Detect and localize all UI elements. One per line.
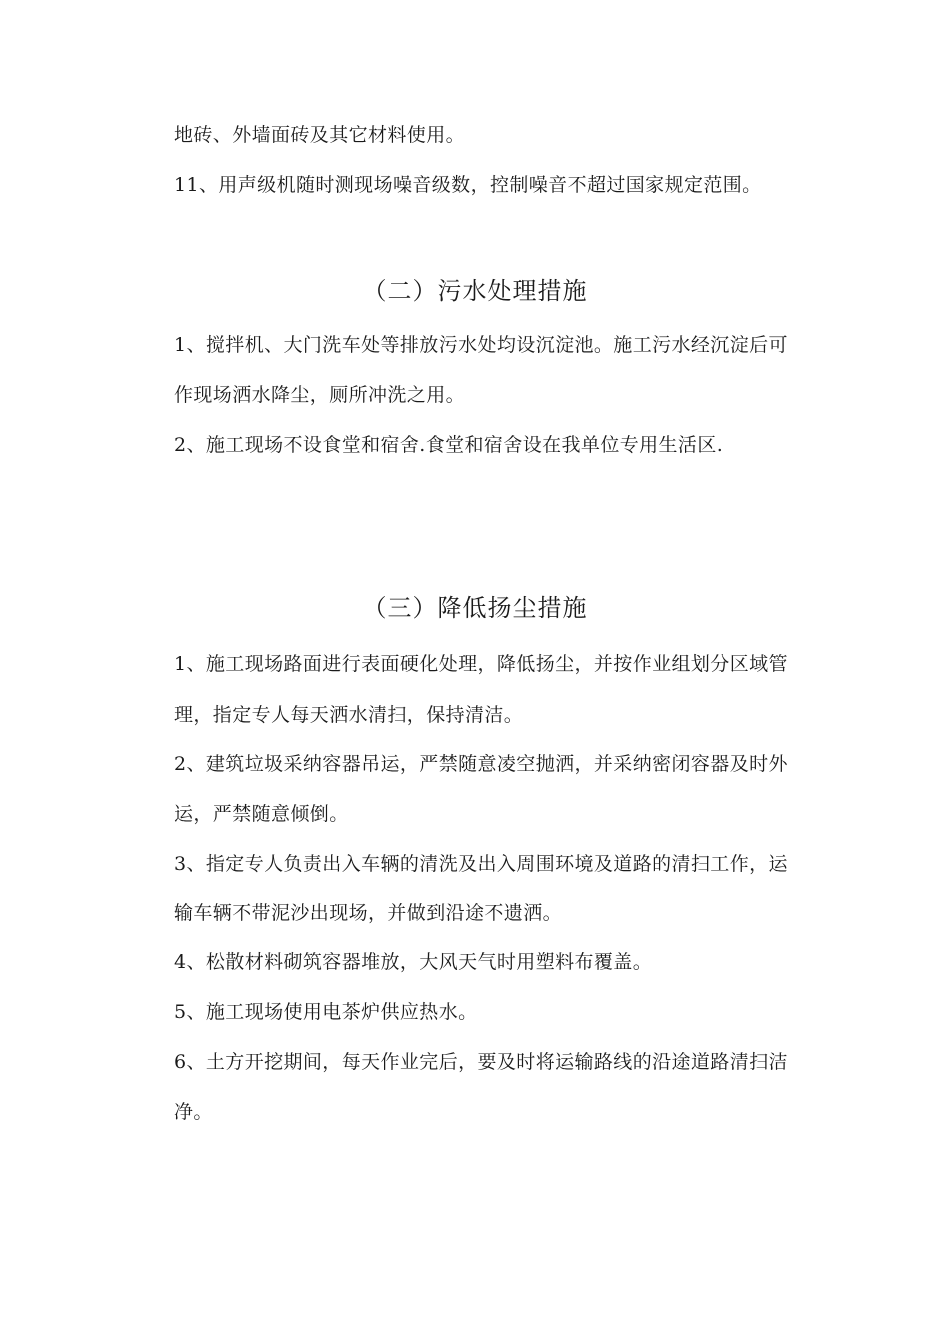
paragraph-line: 理，指定专人每天洒水清扫，保持清洁。 [174, 704, 524, 726]
paragraph-line: 输车辆不带泥沙出现场，并做到沿途不遗洒。 [174, 902, 563, 924]
paragraph-line: 3、指定专人负责出入车辆的清洗及出入周围环境及道路的清扫工作，运 [174, 853, 788, 875]
paragraph-line: 净。 [174, 1101, 213, 1123]
paragraph-line: 1、搅拌机、大门洗车处等排放污水处均设沉淀池。施工污水经沉淀后可 [174, 334, 788, 356]
paragraph-line: 5、施工现场使用电茶炉供应热水。 [174, 1001, 478, 1023]
paragraph-line: 6、土方开挖期间，每天作业完后，要及时将运输路线的沿途道路清扫洁 [174, 1051, 788, 1073]
paragraph-line: 2、建筑垃圾采纳容器吊运，严禁随意凌空抛洒，并采纳密闭容器及时外 [174, 753, 788, 775]
paragraph-line: 作现场洒水降尘，厕所冲洗之用。 [174, 384, 466, 406]
paragraph-line: 11、用声级机随时测现场噪音级数，控制噪音不超过国家规定范围。 [174, 174, 762, 196]
paragraph-line: 1、施工现场路面进行表面硬化处理，降低扬尘，并按作业组划分区域管 [174, 653, 788, 675]
paragraph-line: 运，严禁随意倾倒。 [174, 803, 349, 825]
paragraph-line: 2、施工现场不设食堂和宿舍.食堂和宿舍设在我单位专用生活区. [174, 434, 724, 456]
paragraph-line: 地砖、外墙面砖及其它材料使用。 [174, 124, 466, 146]
paragraph-line: 4、松散材料砌筑容器堆放，大风天气时用塑料布覆盖。 [174, 951, 653, 973]
section-heading-dust: （三）降低扬尘措施 [362, 594, 588, 622]
section-heading-wastewater: （二）污水处理措施 [362, 277, 588, 305]
